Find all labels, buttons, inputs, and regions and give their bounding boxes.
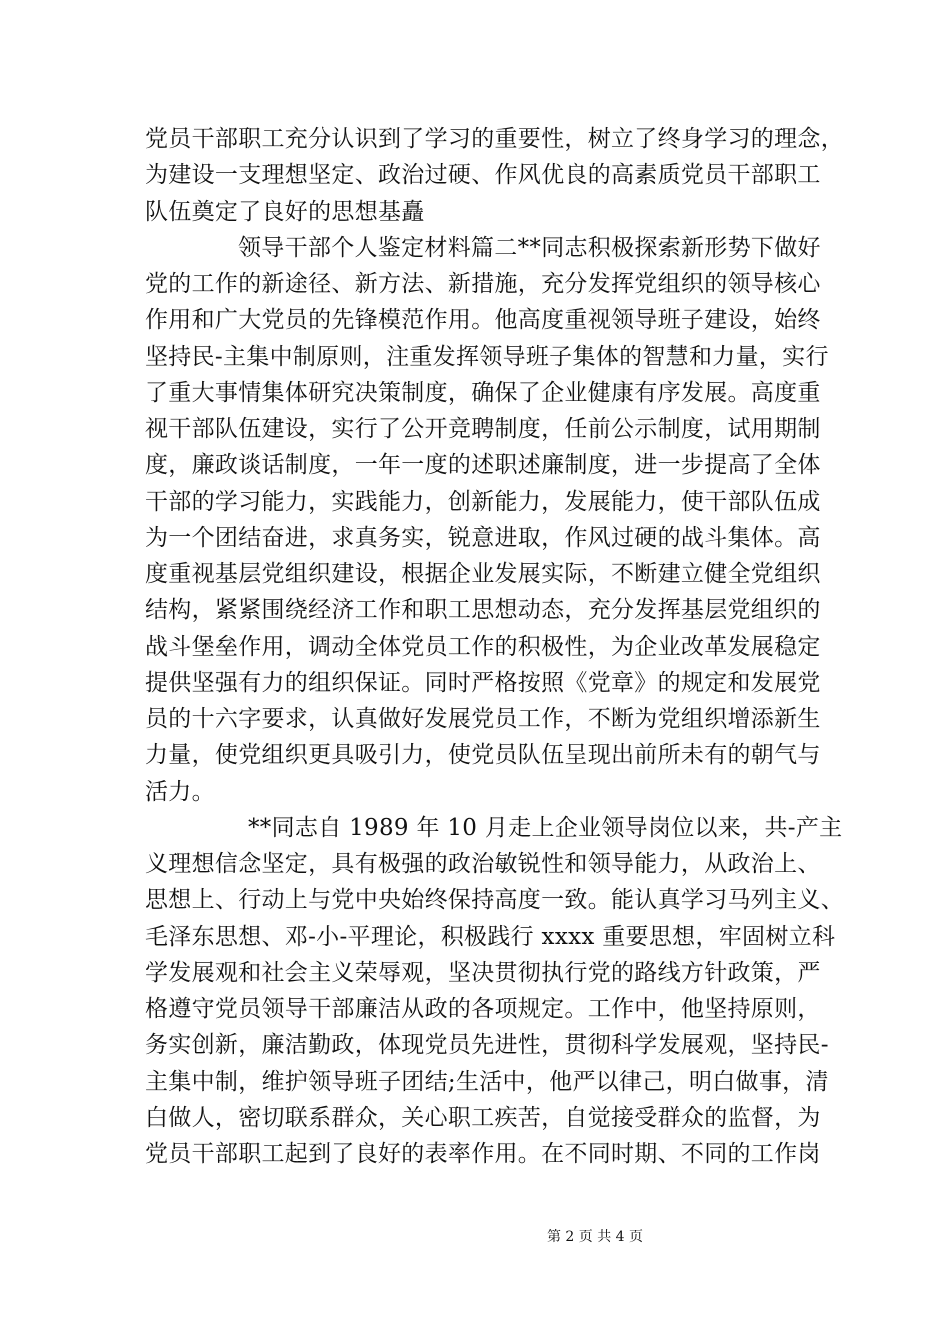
text-line: 为一个团结奋进，求真务实，锐意进取，作风过硬的战斗集体。高 (145, 525, 821, 551)
text-line: 学发展观和社会主义荣辱观，坚决贯彻执行党的路线方针政策，严 (145, 960, 821, 986)
text-line: 坚持民-主集中制原则，注重发挥领导班子集体的智慧和力量，实行 (145, 344, 829, 370)
text-line: 领导干部个人鉴定材料篇二**同志积极探索新形势下做好 (238, 235, 821, 261)
text-line: 视干部队伍建设，实行了公开竞聘制度，任前公示制度，试用期制 (145, 416, 821, 442)
text-line: 了重大事情集体研究决策制度，确保了企业健康有序发展。高度重 (145, 380, 821, 406)
text-line: 干部的学习能力，实践能力，创新能力，发展能力，使干部队伍成 (145, 489, 821, 515)
text-line: 员的十六字要求，认真做好发展党员工作，不断为党组织增添新生 (145, 706, 821, 732)
text-line: 度，廉政谈话制度，一年一度的述职述廉制度，进一步提高了全体 (145, 452, 821, 478)
text-line: 务实创新，廉洁勤政，体现党员先进性，贯彻科学发展观，坚持民- (145, 1032, 829, 1058)
text-line: 提供坚强有力的组织保证。同时严格按照《党章》的规定和发展党 (145, 670, 821, 696)
page-number: 第 2 页 共 4 页 (546, 1229, 644, 1245)
text-line: 活力。 (145, 779, 215, 805)
text-line: 义理想信念坚定，具有极强的政治敏锐性和领导能力，从政治上、 (145, 851, 821, 877)
text-line: 毛泽东思想、邓-小-平理论，积极践行 xxxx 重要思想，牢固树立科 (145, 924, 836, 950)
text-line: 队伍奠定了良好的思想基矗 (145, 199, 425, 225)
page-footer (0, 1228, 950, 1246)
text-line: 党员干部职工起到了良好的表率作用。在不同时期、不同的工作岗 (145, 1141, 821, 1167)
text-line: 度重视基层党组织建设，根据企业发展实际，不断建立健全党组织 (145, 561, 821, 587)
text-line: 结构，紧紧围绕经济工作和职工思想动态，充分发挥基层党组织的 (145, 597, 821, 623)
text-line: 为建设一支理想坚定、政治过硬、作风优良的高素质党员干部职工 (145, 162, 821, 188)
text-line: **同志自 1989 年 10 月走上企业领导岗位以来，共-产主 (248, 815, 843, 841)
text-line: 作用和广大党员的先锋模范作用。他高度重视领导班子建设，始终 (145, 307, 821, 333)
text-line: 党的工作的新途径、新方法、新措施，充分发挥党组织的领导核心 (145, 271, 821, 297)
text-line: 力量，使党组织更具吸引力，使党员队伍呈现出前所未有的朝气与 (145, 742, 821, 768)
text-line: 战斗堡垒作用，调动全体党员工作的积极性，为企业改革发展稳定 (145, 634, 821, 660)
text-line: 主集中制，维护领导班子团结;生活中，他严以律己，明白做事，清 (145, 1069, 829, 1095)
text-line: 党员干部职工充分认识到了学习的重要性，树立了终身学习的理念， (145, 126, 844, 152)
text-line: 思想上、行动上与党中央始终保持高度一致。能认真学习马列主义、 (145, 887, 844, 913)
text-line: 白做人，密切联系群众，关心职工疾苦，自觉接受群众的监督，为 (145, 1105, 821, 1131)
text-line: 格遵守党员领导干部廉洁从政的各项规定。工作中，他坚持原则， (145, 996, 821, 1022)
